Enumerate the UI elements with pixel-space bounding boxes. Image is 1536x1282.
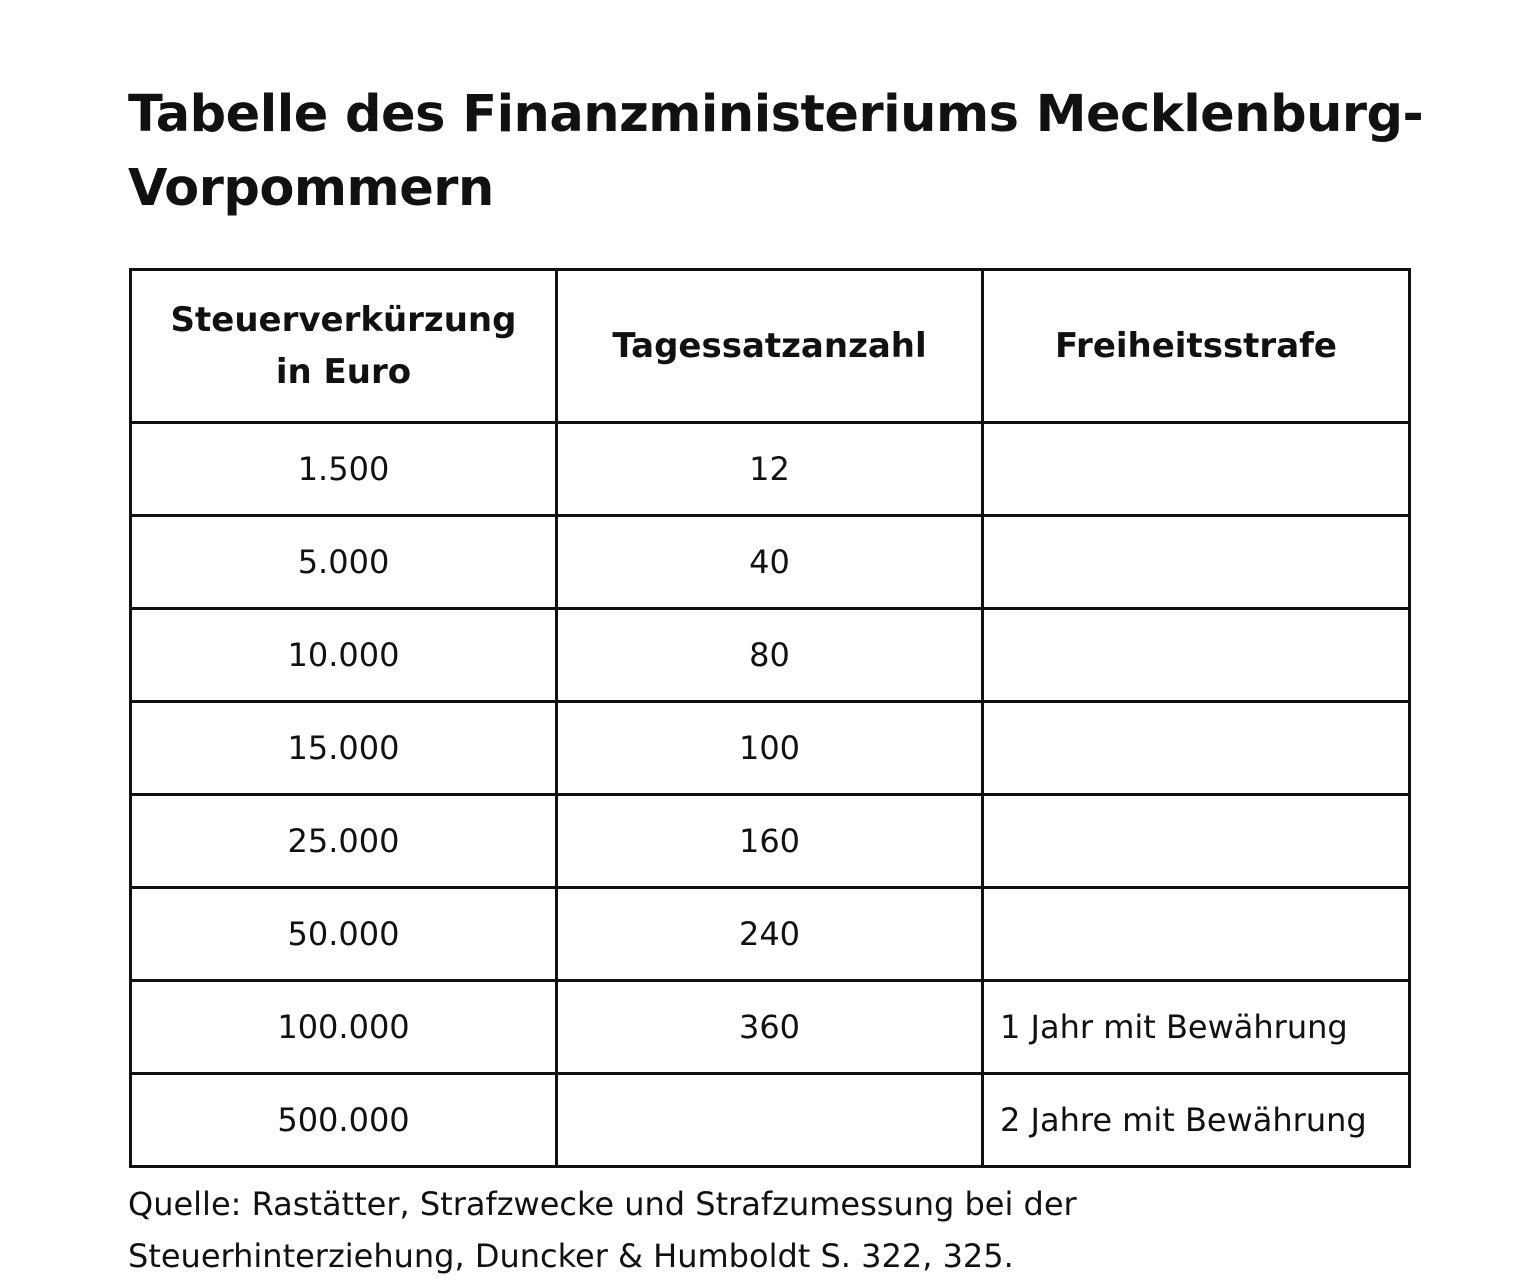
page-title: Tabelle des Finanzministeriums Mecklenburg-Vorpommern [128, 85, 1424, 218]
cell-freiheitsstrafe [983, 609, 1410, 702]
cell-steuerverkuerzung: 15.000 [131, 702, 557, 795]
header-steuerverkuerzung [131, 270, 557, 423]
cell-freiheitsstrafe [983, 423, 1410, 516]
cell-freiheitsstrafe [983, 795, 1410, 888]
cell-steuerverkuerzung: 10.000 [131, 609, 557, 702]
table-row [131, 516, 1410, 609]
cell-freiheitsstrafe: 2 Jahre mit Bewährung [983, 1074, 1410, 1167]
cell-tagessatzanzahl: 12 [557, 423, 983, 516]
penalty-table [129, 268, 1411, 1168]
table-row [131, 1074, 1410, 1167]
cell-freiheitsstrafe [983, 516, 1410, 609]
header-tagessatzanzahl: Tagessatzanzahl [557, 270, 983, 423]
cell-tagessatzanzahl: 80 [557, 609, 983, 702]
header-steuerverkuerzung-line2: in Euro [275, 352, 412, 392]
cell-steuerverkuerzung: 1.500 [131, 423, 557, 516]
cell-tagessatzanzahl: 360 [557, 981, 983, 1074]
header-freiheitsstrafe: Freiheitsstrafe [983, 270, 1410, 423]
table-row [131, 609, 1410, 702]
cell-tagessatzanzahl: 240 [557, 888, 983, 981]
header-steuerverkuerzung-line1: Steuerverkürzung [170, 300, 517, 340]
cell-tagessatzanzahl [557, 1074, 983, 1167]
cell-tagessatzanzahl: 40 [557, 516, 983, 609]
cell-freiheitsstrafe [983, 888, 1410, 981]
cell-steuerverkuerzung: 25.000 [131, 795, 557, 888]
cell-steuerverkuerzung: 100.000 [131, 981, 557, 1074]
table-row [131, 702, 1410, 795]
cell-freiheitsstrafe [983, 702, 1410, 795]
table-header-row [131, 270, 1410, 423]
table-row [131, 423, 1410, 516]
source-line1: Quelle: Rastätter, Strafzwecke und Strafzumessung bei der [128, 1185, 1077, 1223]
cell-tagessatzanzahl: 160 [557, 795, 983, 888]
cell-freiheitsstrafe: 1 Jahr mit Bewährung [983, 981, 1410, 1074]
table-row [131, 888, 1410, 981]
cell-steuerverkuerzung: 50.000 [131, 888, 557, 981]
table-row [131, 981, 1410, 1074]
cell-tagessatzanzahl: 100 [557, 702, 983, 795]
table-row [131, 795, 1410, 888]
source-note [128, 1178, 1428, 1282]
table-header [131, 270, 1410, 423]
table-body [131, 423, 1410, 1167]
cell-steuerverkuerzung: 500.000 [131, 1074, 557, 1167]
cell-steuerverkuerzung: 5.000 [131, 516, 557, 609]
source-line2: Steuerhinterziehung, Duncker & Humboldt S. 322, 325. [128, 1237, 1014, 1275]
